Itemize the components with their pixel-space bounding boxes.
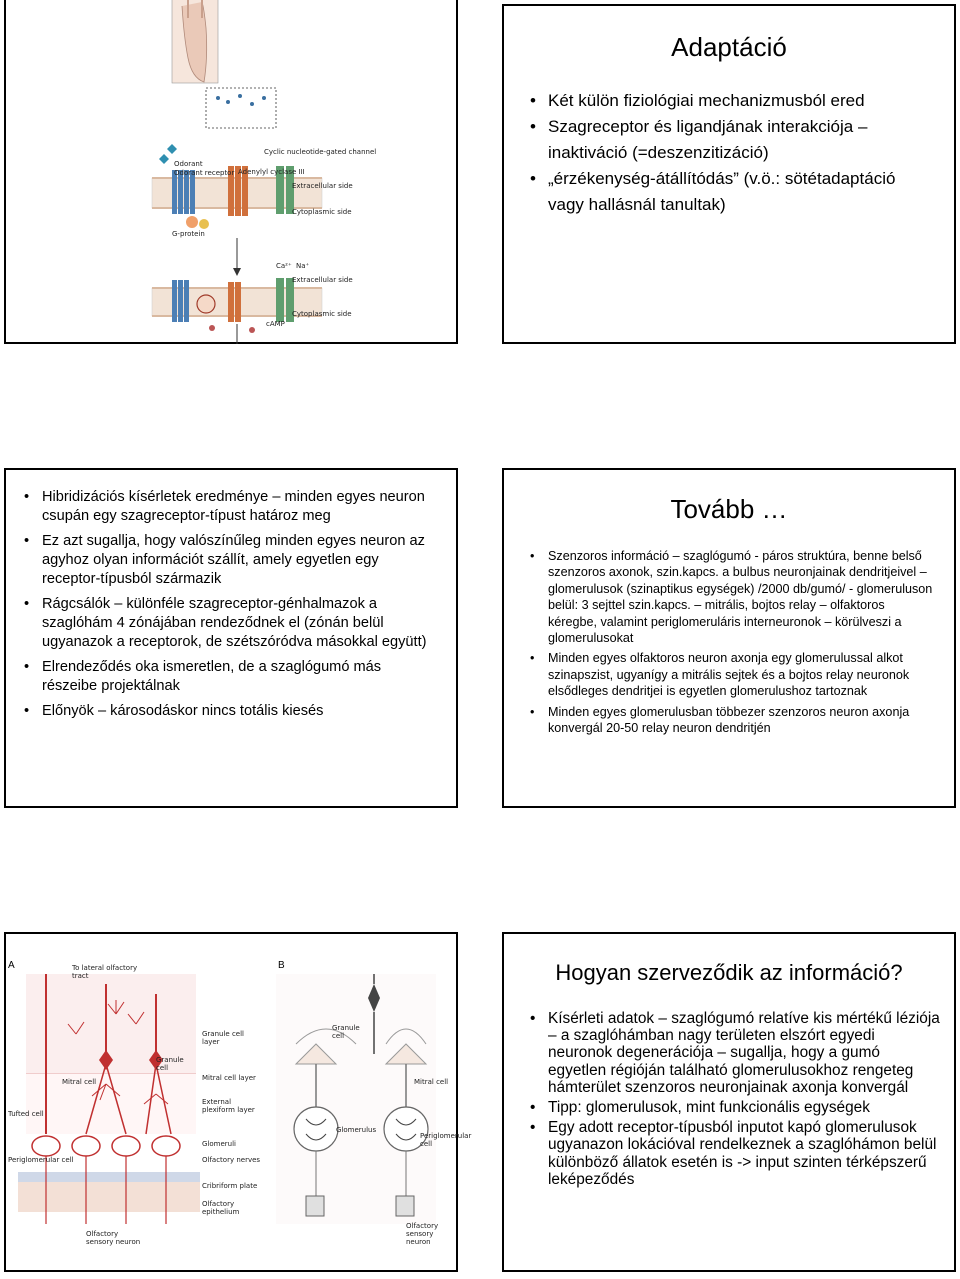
figure-label: Olfactory nerves xyxy=(202,1156,261,1164)
diagram-label: cAMP xyxy=(266,320,285,328)
figure-label: Periglomerular cell xyxy=(420,1132,472,1148)
figure-label: Glomeruli xyxy=(202,1140,236,1148)
figure-label: Periglomerular cell xyxy=(8,1156,74,1164)
slide-title: Tovább … xyxy=(670,494,788,524)
bullet-list xyxy=(526,1010,940,1188)
diagram-label: Cytoplasmic side xyxy=(292,208,352,216)
diagram-label: Na⁺ xyxy=(296,262,310,270)
figure-label: Mitral cell layer xyxy=(202,1074,256,1082)
diagram-label: Adenylyl cyclase III xyxy=(238,168,305,176)
slide-5 xyxy=(4,932,472,1272)
diagram-label: Cyclic nucleotide-gated channel xyxy=(264,148,377,156)
slide-3 xyxy=(4,468,458,808)
figure-label: Cribriform plate xyxy=(202,1182,258,1190)
figure-label: To lateral olfactory tract xyxy=(72,964,138,980)
slide-title: Adaptáció xyxy=(671,32,787,62)
bullet-item: • Egy adott receptor-típusból inputot kapó glomerulusok ugyanazon lokációval rendelkeznek a szaglóhámon belül különböző állatok esetén is -> input szinten térképszerű leképeződés xyxy=(526,1119,940,1188)
figure-label: Olfactory sensory neuron xyxy=(86,1230,141,1246)
bullet-item: • Két külön fiziológiai mechanizmusból ered xyxy=(526,88,936,114)
panel-a-label: A xyxy=(8,960,15,971)
diagram-label: Cytoplasmic side xyxy=(292,310,352,318)
bullet-item: • Rágcsálók – különféle szagreceptor-génhalmazok a szaglóhám 4 zónájában rendeződnek el (zónán belül ugyanazok a receptorok, de szétszóródva másokkal együtt) xyxy=(20,595,440,652)
olfactory-bulb-diagram xyxy=(6,934,472,1274)
diagram-label: G-protein xyxy=(172,230,205,238)
slide-4 xyxy=(502,468,956,808)
slide-1 xyxy=(4,0,458,344)
figure-label: Mitral cell xyxy=(62,1078,97,1086)
bullet-item: • Minden egyes olfaktoros neuron axonja egy glomerulussal alkot szinapszist, ugyanígy a mitrális sejtek és a bojtos relay neuronok elsődleges dendritjei is egyetlen glomerulushoz tartoznak xyxy=(526,650,936,699)
bullet-list xyxy=(526,548,936,736)
bullet-item: • Elrendeződés oka ismeretlen, de a szaglógumó más részeibe projektálnak xyxy=(20,658,440,696)
figure-label: External plexiform layer xyxy=(202,1098,255,1114)
figure-label: Granule cell xyxy=(332,1024,360,1040)
bullet-item: • Előnyök – károsodáskor nincs totális kiesés xyxy=(20,702,440,721)
diagram-label: Extracellular side xyxy=(292,182,353,190)
bullet-list xyxy=(20,488,440,721)
slide-title: Hogyan szerveződik az információ? xyxy=(555,960,903,985)
figure-label: Tufted cell xyxy=(8,1110,44,1118)
bullet-item: • Tipp: glomerulusok, mint funkcionális egységek xyxy=(526,1099,940,1116)
slide-2 xyxy=(502,4,956,344)
diagram-label: Ca²⁺ xyxy=(276,262,292,270)
slide-6 xyxy=(502,932,956,1272)
figure-label: Mitral cell xyxy=(414,1078,449,1086)
diagram-label: Extracellular side xyxy=(292,276,353,284)
bullet-item: • Ez azt sugallja, hogy valószínűleg minden egyes neuron az agyhoz olyan információt szállít, amely egyetlen egy receptor-típusból származik xyxy=(20,532,440,589)
figure-label: Olfactory sensory neuron xyxy=(406,1222,439,1246)
figure-label: Glomerulus xyxy=(336,1126,377,1134)
figure-label: Granule cell layer xyxy=(202,1030,244,1046)
figure-label: Granule cell xyxy=(156,1056,184,1072)
bullet-item: • „érzékenység-átállítódás” (v.ö.: sötétadaptáció vagy hallásnál tanultak) xyxy=(526,166,936,218)
bullet-item: • Minden egyes glomerulusban többezer szenzoros neuron axonja konvergál 20-50 relay neuron dendritjén xyxy=(526,704,936,737)
diagram-label: Odorant receptor xyxy=(174,169,235,177)
bullet-list xyxy=(526,88,936,218)
bullet-item: • Hibridizációs kísérletek eredménye – minden egyes neuron csupán egy szagreceptor-típust határoz meg xyxy=(20,488,440,526)
panel-b-label: B xyxy=(278,960,285,971)
bullet-item: • Szagreceptor és ligandjának interakciója – inaktiváció (=deszenzitizáció) xyxy=(526,114,936,166)
olfactory-signal-transduction-diagram xyxy=(152,0,377,346)
diagram-label: Odorant xyxy=(174,160,203,168)
figure-label: Olfactory epithelium xyxy=(202,1200,240,1216)
bullet-item: • Kísérleti adatok – szaglógumó relatíve kis mértékű léziója – a szaglóhámban nagy területen elszórt egyedi neuronok degenerációja – sugallja, hogy a gumó egyetlen régióján található glomerulusokhoz rengeteg hámterület szenzoros neuronjainak axonja konvergál xyxy=(526,1010,940,1096)
bullet-item: • Szenzoros információ – szaglógumó - páros struktúra, benne belső szenzoros axonok, szin.kapcs. a bulbus neuronjainak dendritjeivel – glomerulusok (szinaptikus egységek) /2000 db/gumó/ - glomeruluson belül: 3 sejttel szin.kapcs. – mitrális, bojtos relay – olfaktoros kéregbe, valamint periglomeruláris interneuronok – körülveszi a glomerulusokat xyxy=(526,548,936,646)
